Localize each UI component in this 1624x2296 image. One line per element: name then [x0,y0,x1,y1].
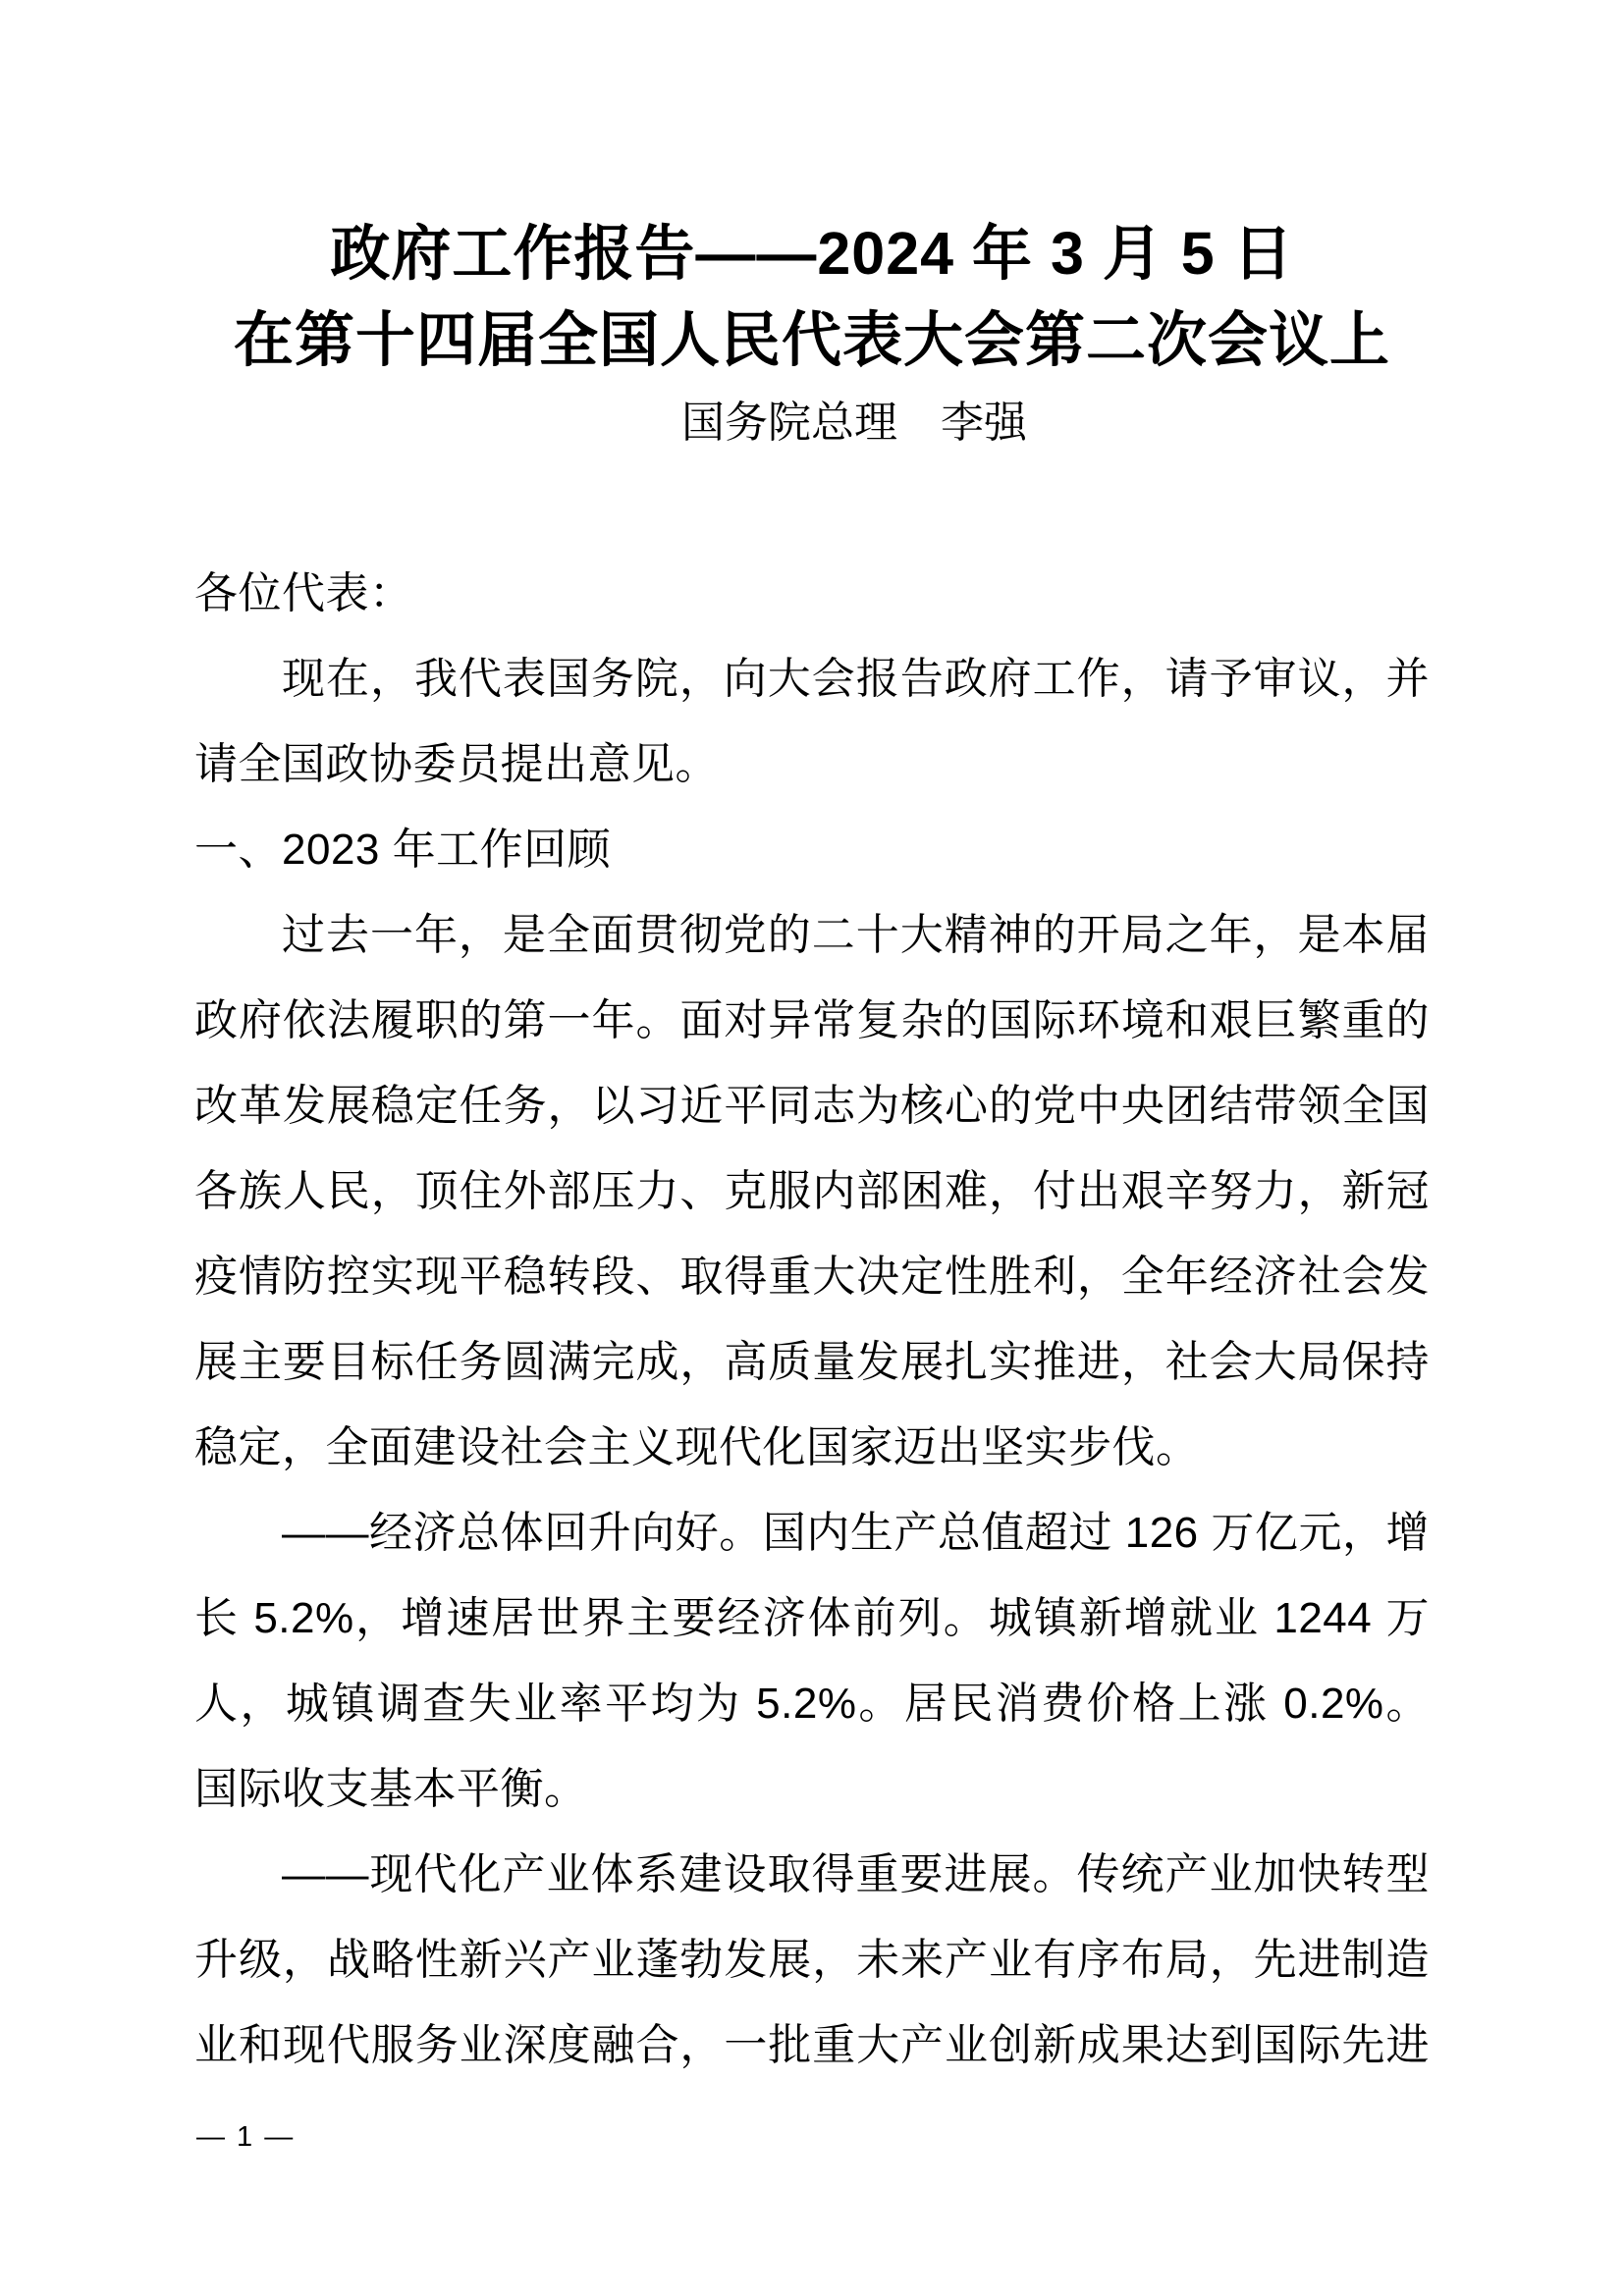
premier-byline: 国务院总理 李强 [681,399,1027,447]
body-line: 升级，战略性新兴产业蓬勃发展，未来产业有序布局，先进制造 [194,1936,1430,1984]
body-line: ——经济总体回升向好。国内生产总值超过 126 万亿元，增 [282,1509,1430,1557]
body-line: 请全国政协委员提出意见。 [194,740,719,788]
body-line: 稳定，全面建设社会主义现代化国家迈出坚实步伐。 [194,1423,1200,1471]
report-title-line-1: 政府工作报告——2024 年 3 月 5 日 [330,220,1294,287]
body-line: 政府依法履职的第一年。面对异常复杂的国际环境和艰巨繁重的 [194,996,1430,1044]
body-line: 各族人民，顶住外部压力、克服内部困难，付出艰辛努力，新冠 [194,1167,1430,1215]
page-number: — 1 — [196,2121,296,2153]
body-line: 过去一年，是全面贯彻党的二十大精神的开局之年，是本届 [282,911,1430,959]
body-line: 疫情防控实现平稳转段、取得重大决定性胜利，全年经济社会发 [194,1253,1430,1301]
body-line: 现在，我代表国务院，向大会报告政府工作，请予审议，并 [282,655,1430,703]
body-line: ——现代化产业体系建设取得重要进展。传统产业加快转型 [282,1850,1430,1898]
body-line: 业和现代服务业深度融合，一批重大产业创新成果达到国际先进 [194,2021,1430,2069]
report-title-line-2: 在第十四届全国人民代表大会第二次会议上 [233,306,1390,373]
body-line: 各位代表： [194,569,413,617]
body-line: 国际收支基本平衡。 [194,1765,588,1813]
section-heading: 一、2023 年工作回顾 [194,826,612,874]
body-line: 改革发展稳定任务，以习近平同志为核心的党中央团结带领全国 [194,1082,1430,1130]
body-line: 人，城镇调查失业率平均为 5.2%。居民消费价格上涨 0.2%。 [194,1680,1430,1728]
body-lines [194,551,1430,2088]
body-line: 长 5.2%，增速居世界主要经济体前列。城镇新增就业 1244 万 [194,1594,1430,1642]
document-content [194,210,1430,2088]
body-line: 展主要目标任务圆满完成，高质量发展扎实推进，社会大局保持 [194,1338,1430,1386]
